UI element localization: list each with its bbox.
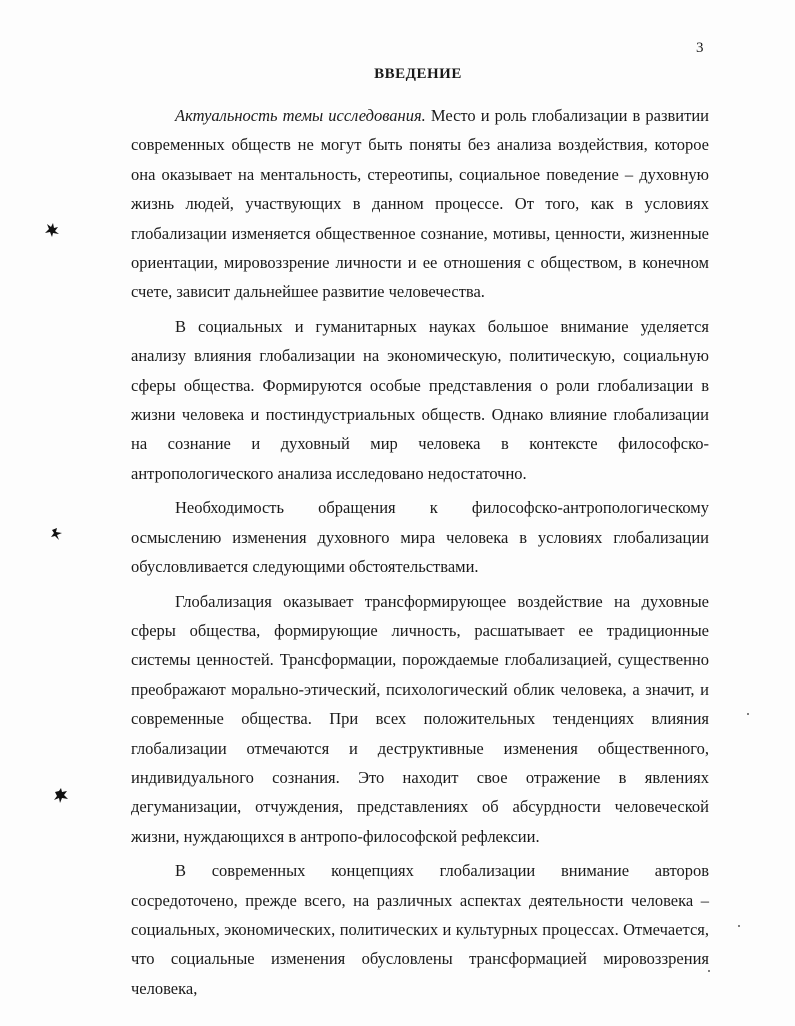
scan-speck: [747, 713, 749, 715]
relevance-lead-italic: Актуальность темы исследования.: [175, 106, 426, 125]
section-heading: ВВЕДЕНИЕ: [374, 66, 462, 82]
paragraph-globalization-impact: Глобализация оказывает трансформирующее воздействие на духовные сферы общества, формирующие личность, расшатывает ее традиционные системы ценностей. Трансформации, порождаемые глобализацией, существенно преображают морально-этический, психологический облик человека, а значит, и современные общества. При всех положительных тенденциях влияния глобализации отмечаются и деструктивные изменения общественного, индивидуального сознания. Это находит свое отражение в явлениях дегуманизации, отчуждения, представлениях об абсурдности человеческой жизни, нуждающихся в антропо-философской рефлексии.: [131, 591, 709, 846]
paragraph-modern-concepts: В современных концепциях глобализации внимание авторов сосредоточено, прежде всего, на различных аспектах деятельности человека – социальных, экономических, политических и культурных процессах. Отмечается, что социальные изменения обусловлены трансформацией мировоззрения человека,: [131, 861, 709, 998]
paragraph-necessity: Необходимость обращения к философско-антропологическому осмыслению изменения духовного мира человека в условиях глобализации обусловливается следующими обстоятельствами.: [131, 498, 709, 577]
paragraph-social-sciences: В социальных и гуманитарных науках большое внимание уделяется анализу влияния глобализации на экономическую, политическую, социальную сферы общества. Формируются особые представления о роли глобализации в жизни человека и постиндустриальных обществ. Однако влияние глобализации на сознание и духовный мир человека в контексте философско-антропологического анализа исследовано недостаточно.: [131, 316, 709, 483]
body-text: [131, 101, 709, 1003]
scan-speck: [738, 925, 740, 927]
relevance-text: Место и роль глобализации в развитии современных обществ не могут быть поняты без анализа воздействия, которое она оказывает на ментальность, стереотипы, социальное поведение – духовную жизнь людей, участвующих в данном процессе. От того, как в условиях глобализации изменяется общественное сознание, мотивы, ценности, жизненные ориентации, мировоззрение личности и ее отношения с обществом, в конечном счете, зависит дальнейшее развитие человечества.: [131, 106, 709, 302]
paragraph-relevance: [131, 101, 709, 307]
scan-speck: [708, 970, 710, 972]
page-number: 3: [696, 40, 704, 56]
ink-blot-icon: [53, 788, 69, 804]
ink-blot-icon: [44, 222, 60, 238]
ink-blot-icon: [50, 527, 64, 541]
